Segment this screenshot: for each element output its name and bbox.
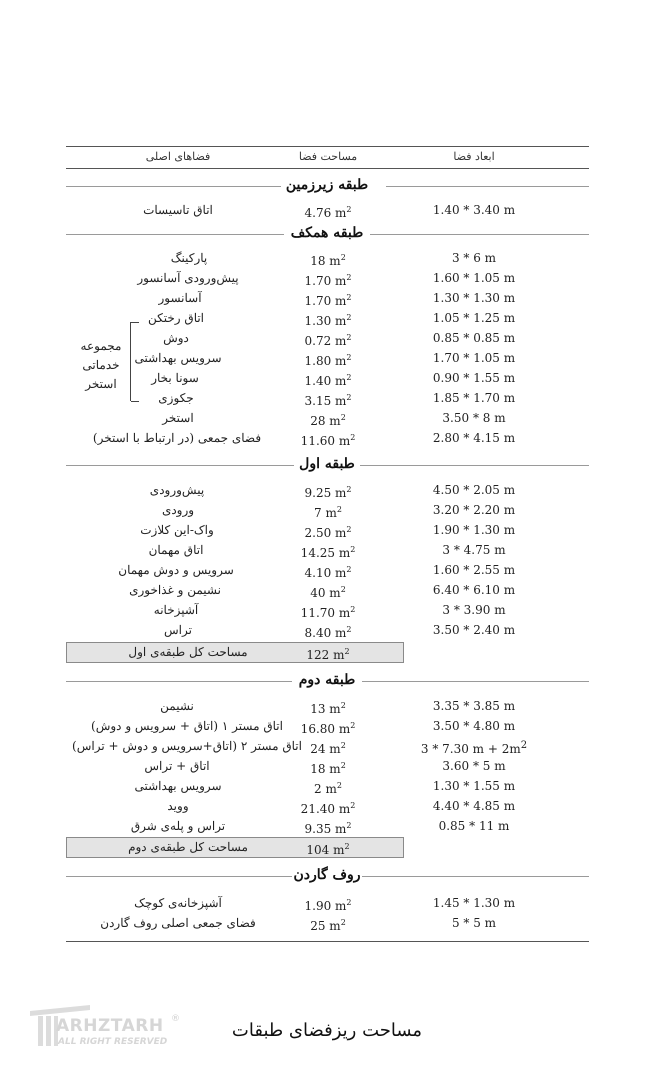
total-label: مساحت کل طبقه‌ی اول — [128, 645, 248, 659]
section-second-title: طبقه دوم — [298, 672, 356, 688]
row-dims: 3.60 * 5 m — [442, 759, 506, 773]
section-rule-left — [66, 234, 284, 235]
row-name: سونا بخار — [151, 371, 199, 385]
row-dims: 3.20 * 2.20 m — [432, 503, 516, 517]
row-dims: 1.60 * 1.05 m — [432, 271, 516, 285]
total-label: مساحت کل طبقه‌ی دوم — [128, 840, 248, 854]
header-bottom-rule — [66, 168, 589, 169]
row-name: نشیمن — [160, 699, 194, 713]
row-area: 1.90 $m^2$ — [304, 898, 352, 913]
row-area: 7 $m^2$ — [314, 505, 342, 520]
registered-mark: ® — [171, 1014, 180, 1024]
section-rule-right — [362, 681, 589, 682]
section-first-title: طبقه اول — [299, 456, 355, 472]
total-value: 122 $m^2$ — [306, 647, 350, 662]
row-name: سرویس بهداشتی — [134, 779, 222, 793]
section-rule-right — [362, 876, 589, 877]
row-area: 21.40 $m^2$ — [300, 801, 356, 816]
row-dims: 0.85 * 11 m — [438, 819, 510, 833]
row-name: ووید — [167, 799, 189, 813]
row-dims: 1.40 * 3.40 m — [432, 203, 516, 217]
row-name: تراس — [164, 623, 192, 637]
section-rule-right — [370, 234, 589, 235]
row-dims: 4.50 * 2.05 m — [432, 483, 516, 497]
row-dims: 3 * 6 m — [451, 251, 497, 265]
row-area: 11.60 $m^2$ — [300, 433, 356, 448]
section-rule-left — [66, 681, 292, 682]
row-dims: 1.90 * 1.30 m — [432, 523, 516, 537]
row-dims: 3 * 3.90 m — [442, 603, 506, 617]
row-dims: 2.80 * 4.15 m — [432, 431, 516, 445]
row-area: 25 $m^2$ — [310, 918, 346, 933]
row-area: 3.15 $m^2$ — [304, 393, 352, 408]
row-name: آشپزخانه‌ی کوچک — [134, 896, 222, 910]
header-dims: ابعاد فضا — [453, 150, 495, 163]
row-dims: 1.30 * 1.55 m — [432, 779, 516, 793]
row-area: 4.76 $m^2$ — [304, 205, 352, 220]
section-ground-title: طبقه همکف — [290, 225, 364, 241]
row-area: 13 $m^2$ — [310, 701, 346, 716]
row-dims: 0.85 * 0.85 m — [432, 331, 516, 345]
row-name: اتاق تاسیسات — [143, 203, 213, 217]
section-rule-left — [66, 465, 294, 466]
row-dims: 3 * 7.30 $m + 2m^2$ — [420, 740, 528, 756]
section-roof-title: روف گاردن — [293, 867, 361, 883]
row-area: 14.25 $m^2$ — [300, 545, 356, 560]
row-name: واک-این کلازت — [140, 523, 214, 537]
page-caption: مساحت ریزفضای طبقات — [231, 1020, 423, 1041]
row-area: 1.70 $m^2$ — [304, 273, 352, 288]
row-area: 40 $m^2$ — [310, 585, 346, 600]
logo-text: ARHZTARH — [56, 1016, 164, 1036]
row-area: 4.10 $m^2$ — [304, 565, 352, 580]
logo-subtext: ALL RIGHT RESERVED — [58, 1037, 168, 1047]
row-area: 16.80 $m^2$ — [300, 721, 356, 736]
row-area: 1.70 $m^2$ — [304, 293, 352, 308]
row-area: 9.35 $m^2$ — [304, 821, 352, 836]
row-name: اتاق رختکن — [147, 311, 205, 325]
row-dims: 3.50 * 2.40 m — [432, 623, 516, 637]
row-dims: 3.50 * 8 m — [442, 411, 506, 425]
row-name: فضای جمعی اصلی روف گاردن — [100, 916, 256, 930]
row-dims: 3.50 * 4.80 m — [432, 719, 516, 733]
row-dims: 5 * 5 m — [451, 916, 497, 930]
row-dims: 3.35 * 3.85 m — [432, 699, 516, 713]
row-name: تراس و پله‌ی شرق — [130, 819, 226, 833]
row-area: 9.25 $m^2$ — [304, 485, 352, 500]
group-bracket — [130, 322, 131, 401]
row-name: اتاق مستر ۱ (اتاق + سرویس و دوش) — [91, 719, 283, 733]
section-rule-left — [66, 876, 292, 877]
section-rule-right — [386, 186, 589, 187]
row-name: دوش — [163, 331, 189, 345]
header-area: مساحت فضا — [298, 150, 358, 163]
row-area: 1.40 $m^2$ — [304, 373, 352, 388]
row-area: 18 $m^2$ — [310, 761, 346, 776]
row-name: اتاق مهمان — [148, 543, 204, 557]
row-dims: 1.60 * 2.55 m — [432, 563, 516, 577]
row-name: اتاق مستر ۲ (اتاق+سرویس و دوش + تراس) — [72, 739, 302, 753]
row-name: پیش‌ورودی آسانسور — [137, 271, 239, 285]
row-dims: 6.40 * 6.10 m — [432, 583, 516, 597]
row-area: 1.30 $m^2$ — [304, 313, 352, 328]
row-name: اتاق + تراس — [144, 759, 210, 773]
section-basement-title: طبقه زیرزمین — [285, 177, 369, 193]
row-name: آشپزخانه — [153, 603, 199, 617]
row-area: 18 $m^2$ — [310, 253, 346, 268]
row-dims: 1.70 * 1.05 m — [432, 351, 516, 365]
row-dims: 3 * 4.75 m — [442, 543, 506, 557]
row-dims: 4.40 * 4.85 m — [432, 799, 516, 813]
row-name: آسانسور — [158, 291, 202, 305]
table-bottom-rule — [66, 941, 589, 942]
row-dims: 1.30 * 1.30 m — [432, 291, 516, 305]
row-dims: 1.05 * 1.25 m — [432, 311, 516, 325]
row-name: سرویس بهداشتی — [134, 351, 222, 365]
header-name: فضاهای اصلی — [145, 150, 211, 163]
row-name: فضای جمعی (در ارتباط با استخر) — [92, 431, 262, 445]
row-dims: 0.90 * 1.55 m — [432, 371, 516, 385]
total-value: 104 $m^2$ — [306, 842, 350, 857]
row-name: ورودی — [161, 503, 195, 517]
section-rule-left — [66, 186, 281, 187]
row-name: سرویس و دوش مهمان — [118, 563, 234, 577]
row-area: 28 $m^2$ — [310, 413, 346, 428]
row-area: 24 $m^2$ — [310, 741, 346, 756]
row-area: 8.40 $m^2$ — [304, 625, 352, 640]
section-rule-right — [360, 465, 589, 466]
row-dims: 1.85 * 1.70 m — [432, 391, 516, 405]
row-name: پیش‌ورودی — [149, 483, 205, 497]
row-area: 11.70 $m^2$ — [300, 605, 356, 620]
group-label: مجموعه خدماتی استخر — [80, 339, 122, 391]
row-name: استخر — [162, 411, 194, 425]
row-name: جکوزی — [158, 391, 194, 405]
row-name: نشیمن و غذاخوری — [129, 583, 221, 597]
table-top-rule — [66, 146, 589, 147]
row-area: 0.72 $m^2$ — [304, 333, 352, 348]
row-area: 2 $m^2$ — [314, 781, 342, 796]
row-area: 1.80 $m^2$ — [304, 353, 352, 368]
row-name: پارکینگ — [170, 251, 208, 265]
row-area: 2.50 $m^2$ — [304, 525, 352, 540]
row-dims: 1.45 * 1.30 m — [432, 896, 516, 910]
